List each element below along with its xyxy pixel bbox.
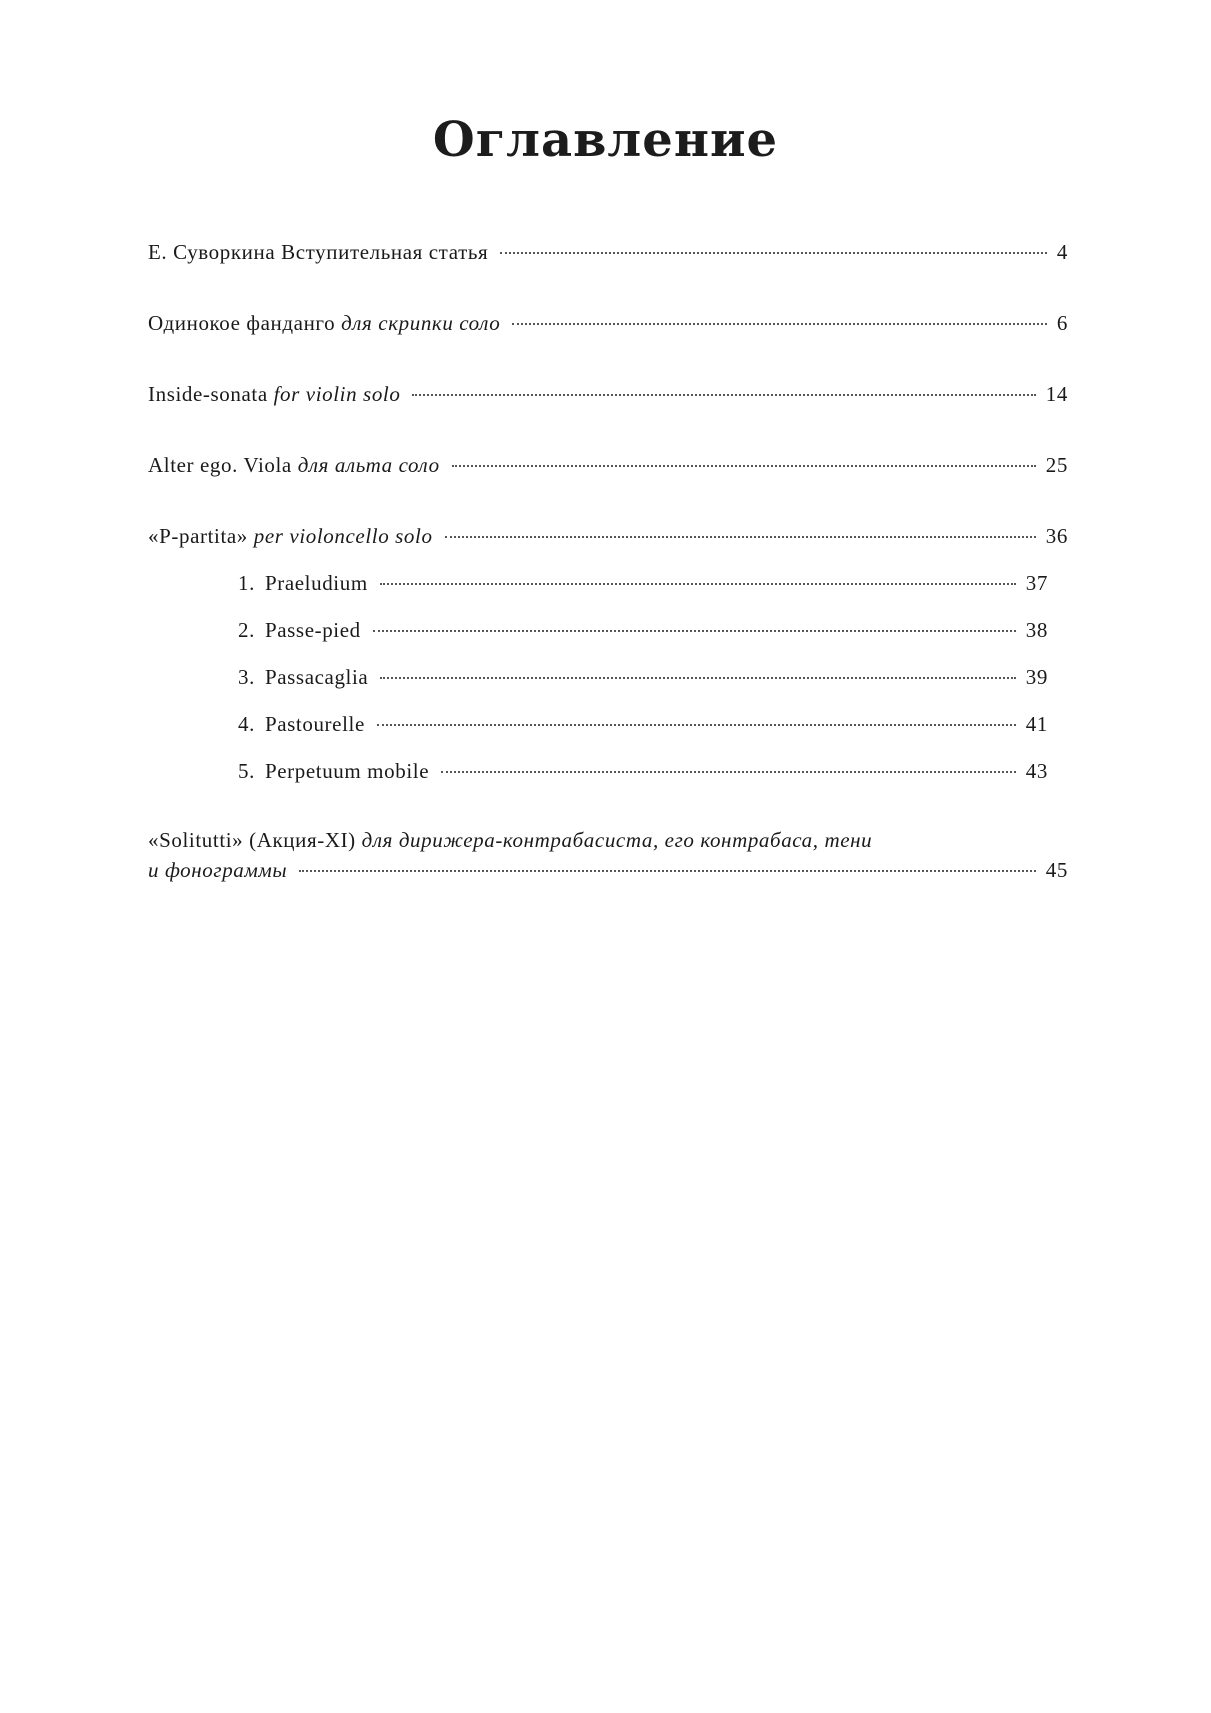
subentry-title: Pastourelle bbox=[264, 712, 365, 736]
page-number: 14 bbox=[1045, 382, 1068, 406]
subentry-number: 5. bbox=[238, 759, 255, 783]
entry-subtitle: для дирижера-контрабасиста, его контрабаса, тени bbox=[361, 828, 873, 852]
page-number: 37 bbox=[1025, 571, 1048, 595]
entry-title: Одинокое фанданго bbox=[148, 311, 342, 335]
dot-leader bbox=[299, 870, 1036, 872]
subentry-title: Passe-pied bbox=[264, 618, 361, 642]
dot-leader bbox=[452, 465, 1036, 467]
toc-entry-alter-ego bbox=[148, 451, 1068, 479]
toc-subentry-perpetuum-mobile bbox=[148, 757, 1048, 785]
dot-leader bbox=[441, 771, 1016, 773]
page-title: Оглавление bbox=[432, 112, 779, 168]
toc-entry-solitutti bbox=[148, 826, 1068, 884]
table-of-contents bbox=[148, 0, 1068, 1713]
dot-leader bbox=[380, 583, 1016, 585]
toc-subentry-praeludium bbox=[148, 569, 1048, 597]
entry-title: «P-partita» bbox=[148, 524, 254, 548]
entry-subtitle: для альта соло bbox=[297, 453, 440, 477]
toc-subentry-pastourelle bbox=[148, 710, 1048, 738]
entry-title: Alter ego. Viola bbox=[148, 453, 298, 477]
subentry-title: Praeludium bbox=[264, 571, 368, 595]
subentry-number: 2. bbox=[238, 618, 255, 642]
subentry-title: Perpetuum mobile bbox=[264, 759, 430, 783]
toc-entry-fandango bbox=[148, 309, 1068, 337]
page-number: 36 bbox=[1045, 524, 1068, 548]
entry-title: Е. Суворкина Вступительная статья bbox=[148, 240, 489, 264]
entry-title: «Solitutti» (Акция-XI) bbox=[148, 828, 362, 852]
entry-subtitle-continued: и фонограммы bbox=[148, 858, 288, 882]
dot-leader bbox=[512, 323, 1047, 325]
page-number: 39 bbox=[1025, 665, 1048, 689]
dot-leader bbox=[380, 677, 1015, 679]
subentry-title: Passacaglia bbox=[264, 665, 369, 689]
dot-leader bbox=[412, 394, 1035, 396]
dot-leader bbox=[373, 630, 1016, 632]
page-number: 4 bbox=[1056, 240, 1068, 264]
subentry-number: 4. bbox=[238, 712, 255, 736]
entry-subtitle: for violin solo bbox=[273, 382, 401, 406]
dot-leader bbox=[377, 724, 1016, 726]
entry-title: Inside-sonata bbox=[148, 382, 274, 406]
toc-entry-p-partita bbox=[148, 522, 1068, 550]
page-number: 38 bbox=[1025, 618, 1048, 642]
toc-entry-intro bbox=[148, 238, 1068, 266]
toc-subentry-passacaglia bbox=[148, 663, 1048, 691]
subentry-number: 3. bbox=[238, 665, 255, 689]
entry-subtitle: per violoncello solo bbox=[253, 524, 433, 548]
dot-leader bbox=[500, 252, 1047, 254]
dot-leader bbox=[445, 536, 1036, 538]
page-number: 43 bbox=[1025, 759, 1048, 783]
page-number: 6 bbox=[1056, 311, 1068, 335]
toc-subentry-passe-pied bbox=[148, 616, 1048, 644]
page-number: 25 bbox=[1045, 453, 1068, 477]
subentry-number: 1. bbox=[238, 571, 255, 595]
toc-entry-inside-sonata bbox=[148, 380, 1068, 408]
entry-subtitle: для скрипки соло bbox=[341, 311, 501, 335]
page-number: 45 bbox=[1045, 858, 1068, 882]
page-number: 41 bbox=[1025, 712, 1048, 736]
